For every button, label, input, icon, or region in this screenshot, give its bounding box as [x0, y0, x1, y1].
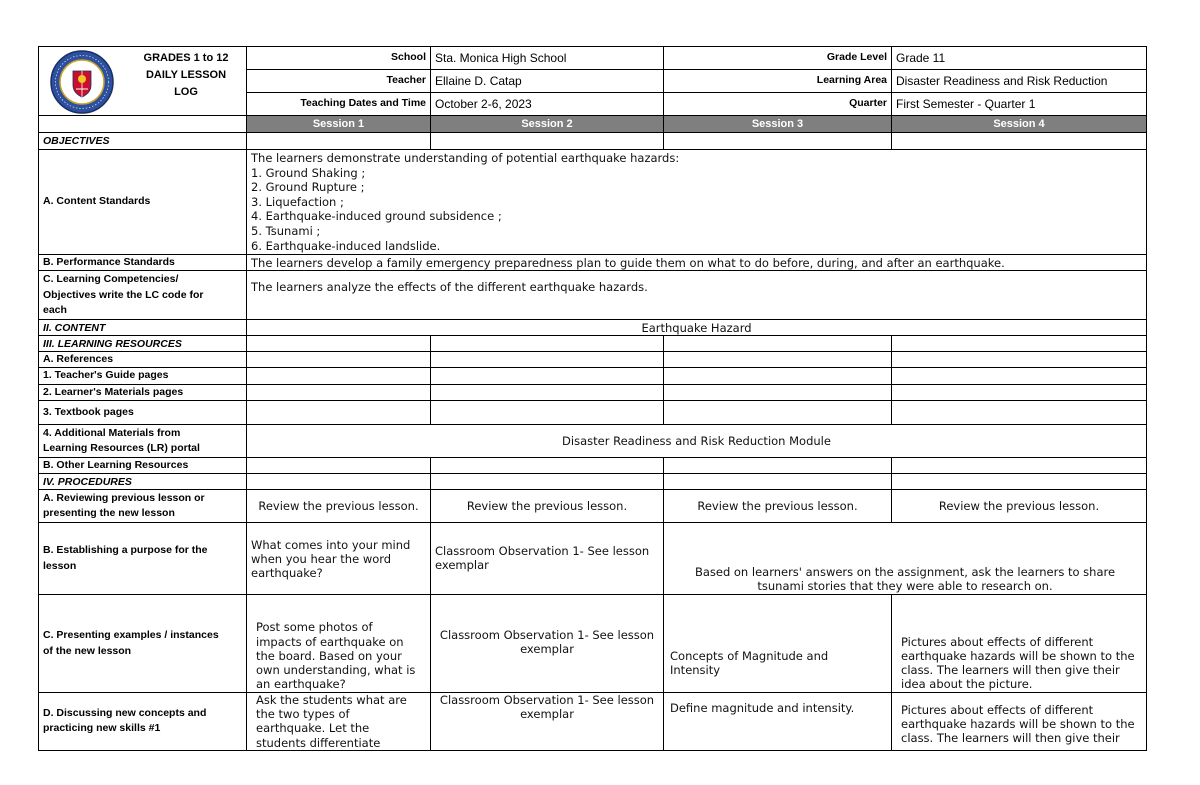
- discussing-label-line: D. Discussing new concepts and: [43, 707, 207, 720]
- examples-label-line: C. Presenting examples / instances: [43, 629, 219, 642]
- discussing-row: [39, 693, 1147, 751]
- examples-label: [39, 595, 247, 693]
- content-label: II. CONTENT: [39, 320, 247, 336]
- competencies-label-line: Objectives write the LC code for: [43, 288, 204, 301]
- textbook-row: [39, 400, 1147, 424]
- dates-label: Teaching Dates and Time: [247, 93, 431, 116]
- quarter-label: Quarter: [664, 93, 892, 116]
- hazard-item: 6. Earthquake-induced landslide.: [251, 238, 441, 253]
- hazard-item: 3. Liquefaction ;: [251, 194, 344, 209]
- objectives-label: OBJECTIVES: [39, 133, 247, 150]
- competencies-text: The learners analyze the effects of the different earthquake hazards.: [247, 271, 1147, 320]
- additional-materials-text: Disaster Readiness and Risk Reduction Module: [247, 424, 1147, 457]
- examples-session-4: Pictures about effects of different earthquake hazards will be shown to the class. The learners will then give their idea about the picture.: [892, 595, 1147, 693]
- reviewing-label: [39, 490, 247, 523]
- examples-session-1: Post some photos of impacts of earthquake on the board. Based on your own understanding, what is an earthquake?: [247, 595, 431, 693]
- resources-row: [39, 336, 1147, 352]
- content-standards-text: [247, 150, 1147, 255]
- review-session-3: Review the previous lesson.: [664, 490, 892, 523]
- competencies-row: [39, 271, 1147, 320]
- textbook-label: 3. Textbook pages: [39, 400, 247, 424]
- resources-label: III. LEARNING RESOURCES: [39, 336, 247, 352]
- session-header-blank: [39, 116, 247, 133]
- teachers-guide-label: 1. Teacher's Guide pages: [39, 368, 247, 384]
- additional-materials-label-line: Learning Resources (LR) portal: [43, 441, 200, 454]
- deped-seal-icon: [49, 49, 115, 115]
- learners-materials-row: [39, 384, 1147, 400]
- competencies-label: [39, 271, 247, 320]
- session-header-row: [39, 116, 1147, 133]
- reviewing-label-line: presenting the new lesson: [43, 507, 175, 520]
- header-row-school: [39, 47, 1147, 70]
- teacher-label: Teacher: [247, 70, 431, 93]
- examples-session-2: Classroom Observation 1- See lesson exemplar: [431, 595, 664, 693]
- performance-standards-text: The learners develop a family emergency preparedness plan to guide them on what to do before, during, and after an earthquake.: [247, 255, 1147, 271]
- purpose-label-line: lesson: [43, 559, 77, 572]
- examples-row: [39, 595, 1147, 693]
- learners-materials-label: 2. Learner's Materials pages: [39, 384, 247, 400]
- purpose-session-2: Classroom Observation 1- See lesson exemplar: [431, 523, 664, 595]
- hazard-item: 5. Tsunami ;: [251, 223, 321, 238]
- discussing-label-line: practicing new skills #1: [43, 722, 161, 735]
- title-line: LOG: [174, 86, 198, 99]
- purpose-row: [39, 523, 1147, 595]
- discussing-session-1: Ask the students what are the two types of earthquake. Let the students differentiate: [247, 693, 431, 751]
- lesson-log-table: [38, 46, 1147, 751]
- quarter-value: First Semester - Quarter 1: [892, 93, 1147, 116]
- hazard-item: 2. Ground Rupture ;: [251, 180, 365, 195]
- competencies-label-line: each: [43, 303, 67, 316]
- review-session-4: Review the previous lesson.: [892, 490, 1147, 523]
- school-value: Sta. Monica High School: [431, 47, 664, 70]
- additional-materials-label-line: 4. Additional Materials from: [43, 426, 181, 439]
- school-label: School: [247, 47, 431, 70]
- teachers-guide-row: [39, 368, 1147, 384]
- purpose-label: [39, 523, 247, 595]
- procedures-label: IV. PROCEDURES: [39, 474, 247, 490]
- review-session-1: Review the previous lesson.: [247, 490, 431, 523]
- purpose-label-line: B. Establishing a purpose for the: [43, 544, 208, 557]
- header-logo-cell: [39, 47, 247, 116]
- competencies-label-line: C. Learning Competencies/: [43, 273, 179, 286]
- discussing-session-2: Classroom Observation 1- See lesson exemplar: [431, 693, 664, 751]
- content-row: [39, 320, 1147, 336]
- hazard-item: 4. Earthquake-induced ground subsidence ;: [251, 209, 502, 224]
- area-label: Learning Area: [664, 70, 892, 93]
- grade-label: Grade Level: [664, 47, 892, 70]
- content-text: Earthquake Hazard: [247, 320, 1147, 336]
- title-line: GRADES 1 to 12: [143, 52, 229, 64]
- examples-session-3: Concepts of Magnitude and Intensity: [664, 595, 892, 693]
- references-row: [39, 352, 1147, 368]
- title-line: DAILY LESSON: [145, 69, 227, 82]
- other-resources-label: B. Other Learning Resources: [39, 457, 247, 473]
- session-1-header: Session 1: [247, 116, 431, 133]
- content-standards-label: A. Content Standards: [39, 150, 247, 255]
- log-title: [131, 50, 241, 101]
- discussing-label: [39, 693, 247, 751]
- content-standards-intro: The learners demonstrate understanding of potential earthquake hazards:: [251, 151, 680, 165]
- daily-lesson-log: [38, 46, 1146, 751]
- procedures-row: [39, 474, 1147, 490]
- objectives-row: [39, 133, 1147, 150]
- additional-materials-label: [39, 424, 247, 457]
- teacher-value: Ellaine D. Catap: [431, 70, 664, 93]
- references-label: A. References: [39, 352, 247, 368]
- examples-label-line: of the new lesson: [43, 644, 132, 657]
- purpose-session-1: What comes into your mind when you hear the word earthquake?: [247, 523, 431, 595]
- other-resources-row: [39, 457, 1147, 473]
- area-value: Disaster Readiness and Risk Reduction: [892, 70, 1147, 93]
- reviewing-row: [39, 490, 1147, 523]
- review-session-2: Review the previous lesson.: [431, 490, 664, 523]
- purpose-session-3-4: Based on learners' answers on the assignment, ask the learners to share tsunami stories that they were able to research on.: [664, 523, 1147, 595]
- dates-value: October 2-6, 2023: [431, 93, 664, 116]
- session-4-header: Session 4: [892, 116, 1147, 133]
- session-3-header: Session 3: [664, 116, 892, 133]
- grade-value: Grade 11: [892, 47, 1147, 70]
- reviewing-label-line: A. Reviewing previous lesson or: [43, 491, 205, 504]
- discussing-session-3: Define magnitude and intensity.: [664, 693, 892, 751]
- additional-materials-row: [39, 424, 1147, 457]
- hazard-item: 1. Ground Shaking ;: [251, 165, 366, 180]
- performance-standards-row: [39, 255, 1147, 271]
- session-2-header: Session 2: [431, 116, 664, 133]
- discussing-session-4: Pictures about effects of different earthquake hazards will be shown to the class. The learners will then give their: [892, 693, 1147, 751]
- performance-standards-label: B. Performance Standards: [39, 255, 247, 271]
- content-standards-row: [39, 150, 1147, 255]
